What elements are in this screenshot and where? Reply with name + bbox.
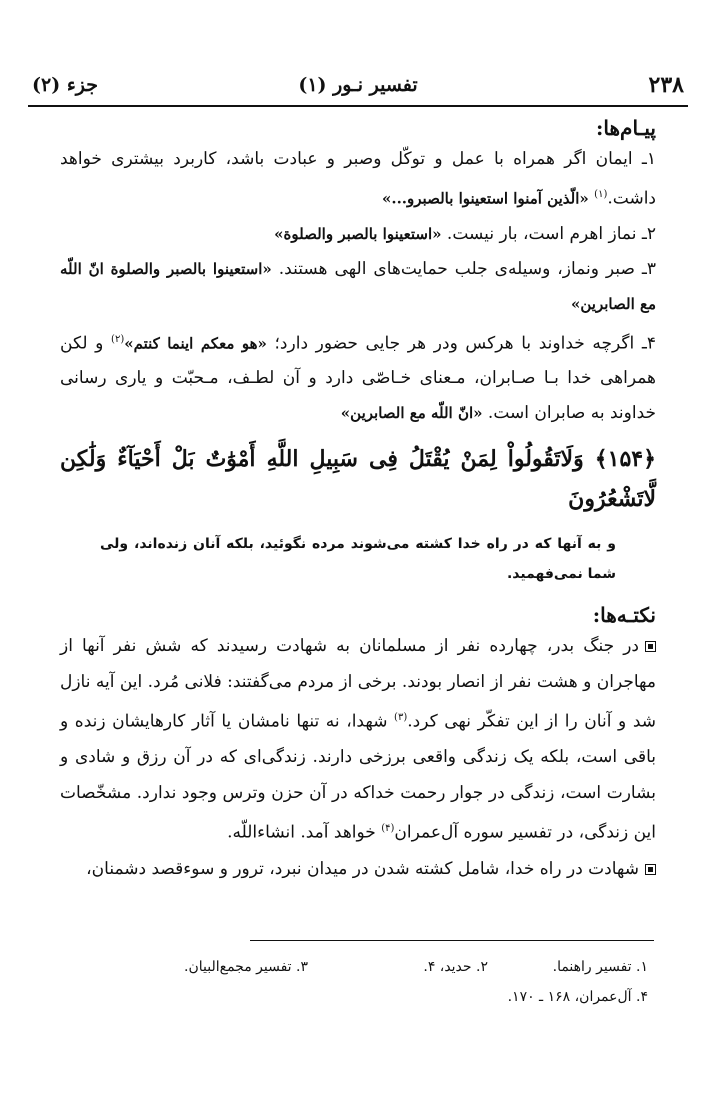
note-item-1: [60, 629, 656, 851]
page-body: [60, 112, 656, 887]
running-title: تفسیر نـور (۱): [298, 74, 418, 96]
quran-verse: [60, 439, 656, 519]
note-item-2: [60, 852, 656, 888]
footnote-row: [80, 952, 648, 982]
square-bullet-icon: [645, 641, 656, 652]
square-bullet-icon: [645, 864, 656, 875]
message-text-continued: و لکن همراهی خدا بـا صـابران، مـعنای خـاصّی دارد و آن لطـف، مـحبّت و یاری رسانی خداوند به صابران است.: [60, 333, 656, 424]
footnote-ref: (۲): [111, 333, 125, 345]
note-text-end: خواهد آمد. انشاءاللّه.: [227, 823, 376, 844]
quran-quote: «الّذین آمنوا استعینوا بالصبرو...»: [381, 189, 589, 208]
message-text: ۲ـ نماز اهرم است، بار نیست.: [446, 223, 656, 244]
footnote-rule: [250, 940, 654, 941]
quran-quote: «انّ اللّه مع الصابرین»: [340, 404, 483, 423]
message-text: ۱ـ ایمان اگر همراه با عمل و توکّل وصبر و عبادت باشد، کاربرد بیشتری خواهد داشت.: [60, 149, 656, 209]
quran-quote: «هو معکم اینما کنتم»: [124, 334, 267, 353]
quran-quote: «استعینوا بالصبر والصلوة انّ اللّه مع الصابرین»: [60, 259, 656, 313]
note-text: در جنگ بدر، چهارده نفر از مسلمانان به شهادت رسیدند که شش نفر آنها از مهاجران و هشت نفر از انصار بودند. برخی از مردم می‌گفتند: فلانی مُرد. این آیه نازل شد و آنان را از این تفکّر نهی کرد.: [60, 636, 656, 732]
page-header: [28, 70, 688, 104]
message-item-3: [60, 252, 656, 322]
note-text-continued: شهدا، نه تنها نامشان یا آثار کارهایشان زنده و باقی است، بلکه یک زندگی واقعی برزخی دارند. زندگی‌ای که در آن رزق و شادی و بشارت است، زندگی در جوار رحمت خداکه در آن حزن وترس وجود ندارد. مشخّصات این زندگی، در تفسیر سوره آل‌عمران: [60, 711, 656, 844]
footnote-row: [80, 982, 648, 1012]
note-text: شهادت در راه خدا، شامل کشته شدن در میدان نبرد، ترور و سوءقصد دشمنان،: [86, 858, 639, 879]
footnote-ref: (۳): [394, 712, 408, 724]
footnote-4: ۴. آل‌عمران، ۱۶۸ ـ ۱۷۰.: [507, 989, 648, 1005]
message-text: ۳ـ صبر ونماز، وسیله‌ی جلب حمایت‌های الهی هستند.: [278, 258, 656, 279]
page-number: ۲۳۸: [648, 72, 684, 98]
footnote-1: ۱. تفسیر راهنما.: [552, 959, 648, 975]
footnote-ref: (۱): [594, 189, 608, 200]
verse-arabic: وَلَاتَقُولُواْ لِمَنْ يُقْتَلُ فِى سَبِيلِ اللَّهِ أَمْوَٰتٌ بَلْ أَحْيَآءٌ وَلَٰكِن لَّاتَشْعُرُونَ: [60, 446, 656, 513]
footnote-2: ۲. حدید، ۴.: [423, 959, 488, 975]
message-item-2: [60, 217, 656, 252]
message-text: ۴ـ اگرچه خداوند با هرکس ودر هر جایی حضور دارد؛: [274, 333, 657, 354]
message-item-1: [60, 142, 656, 217]
verse-number: ﴿۱۵۴﴾: [594, 446, 656, 473]
messages-heading: پیـام‌ها:: [596, 116, 656, 140]
header-rule: [28, 105, 688, 107]
part-label: جزء (۲): [32, 74, 98, 96]
verse-translation: و به آنها که در راه خدا کشته می‌شوند مرده نگوئید، بلکه آنان زنده‌اند، ولی شما نمی‌فهمید.: [100, 536, 616, 583]
footnote-3: ۳. تفسیر مجمع‌البیان.: [184, 959, 308, 975]
footnotes: [80, 952, 648, 1012]
notes-heading: نکتـه‌ها:: [592, 603, 656, 628]
message-item-4: [60, 322, 656, 432]
footnote-ref: (۴): [381, 823, 395, 835]
quran-quote: «استعینوا بالصبر والصلوة»: [274, 224, 442, 243]
